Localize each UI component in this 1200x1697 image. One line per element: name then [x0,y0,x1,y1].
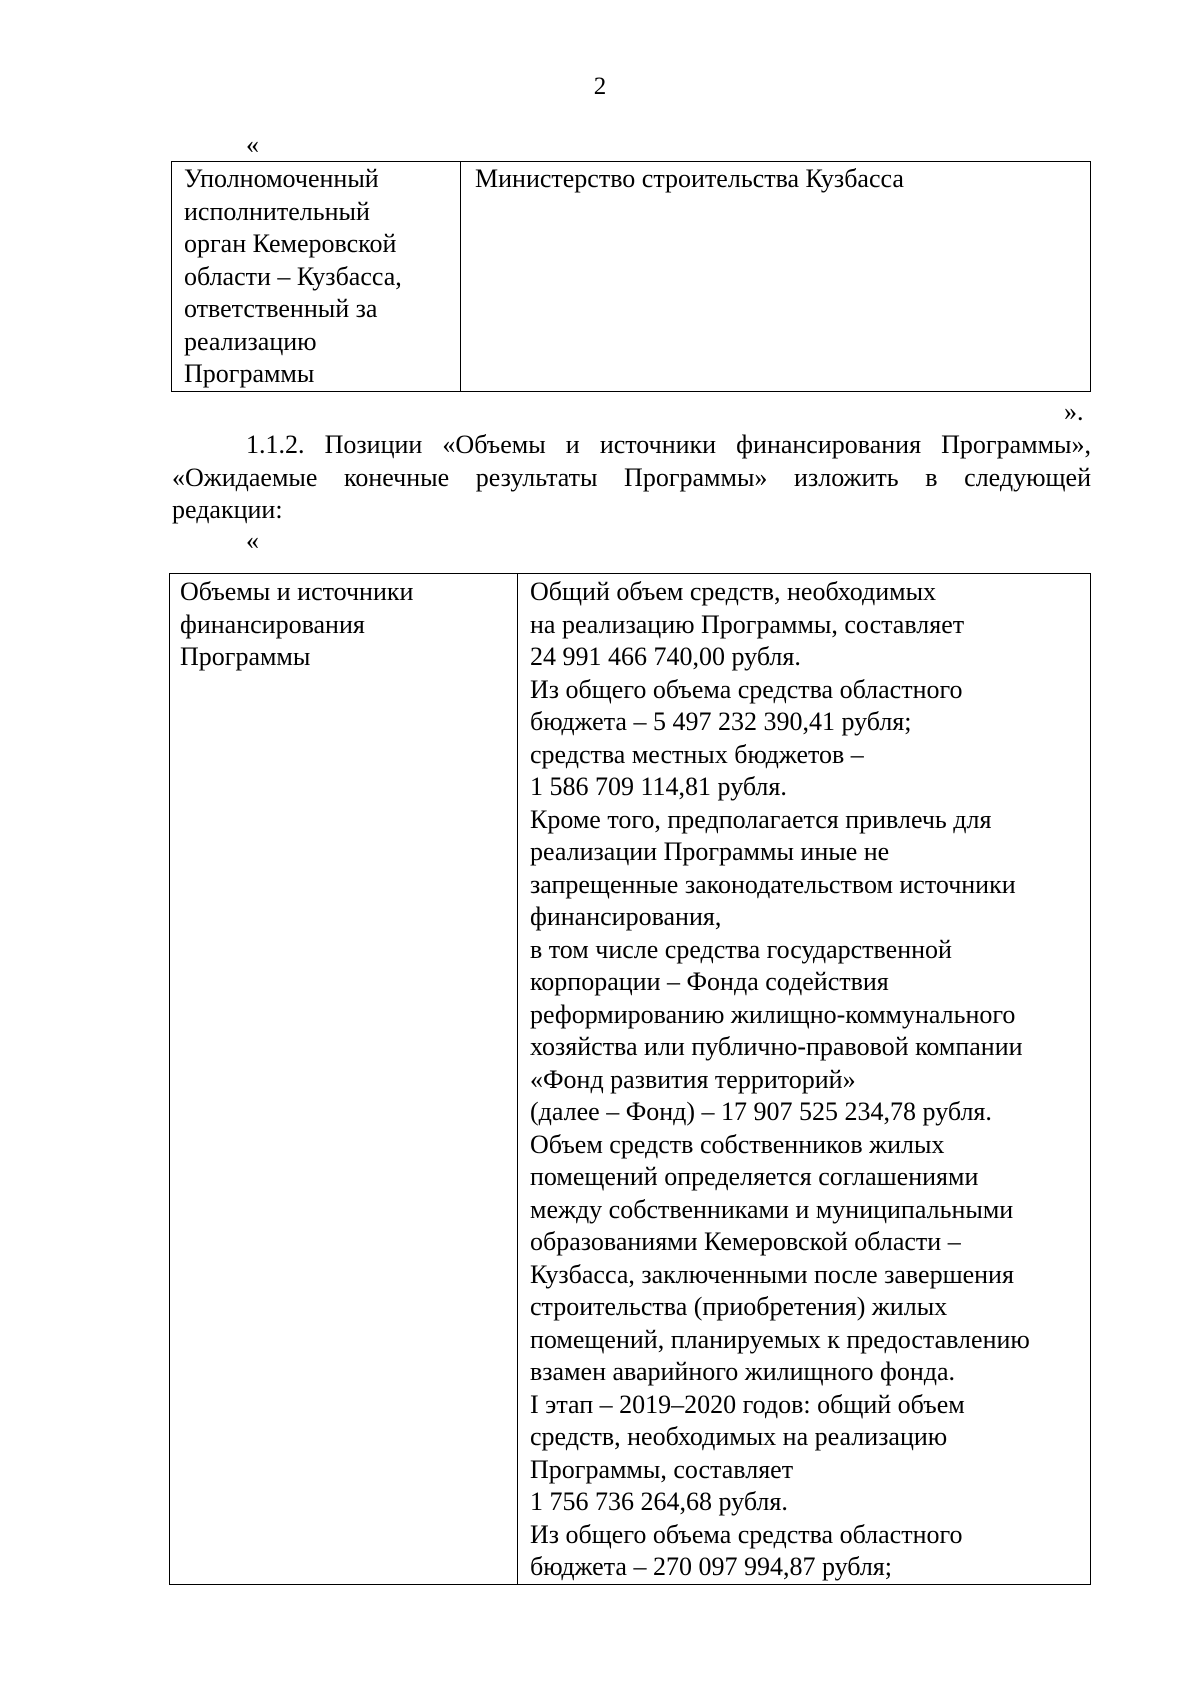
table-row [172,162,1091,392]
value-line: бюджета – 270 097 994,87 рубля; [530,1552,892,1581]
value-line: бюджета – 5 497 232 390,41 рубля; [530,707,912,736]
value-line: запрещенные законодательством источники [530,869,1016,899]
paragraph-line: «Ожидаемые конечные результаты Программы» изложить в следующей [172,462,1091,492]
label-line: исполнительный [184,196,370,226]
label-line: области – Кузбасса, [184,261,402,291]
label-line: Объемы и источники [180,577,414,606]
page-number: 2 [593,73,607,100]
label-line: Программы [180,642,311,671]
value-line: строительства (приобретения) жилых [530,1292,948,1321]
responsible-body-value-cell [461,162,1091,392]
value-line: Кроме того, предполагается привлечь для [530,804,992,834]
value-line: между собственниками и муниципальными [530,1194,1014,1224]
responsible-body-label-cell [172,162,461,392]
value-line: взамен аварийного жилищного фонда. [530,1357,956,1386]
opening-quote: « [246,526,259,555]
label-line: реализацию [184,326,317,356]
paragraph-line: редакции: [172,495,283,524]
paragraph-line: 1.1.2. Позиции «Объемы и источники финансирования Программы», [246,430,1091,459]
closing-quote: ». [1064,397,1084,426]
value-line: образованиями Кемеровской области – [530,1227,961,1256]
value-line: средств, необходимых на реализацию [530,1422,948,1451]
value-line: хозяйства или публично-правовой компании [530,1032,1023,1061]
value-line: средства местных бюджетов – [530,739,864,769]
financing-value-cell [518,574,1091,1585]
value-line: Общий объем средств, необходимых [530,577,937,606]
value-line: реализации Программы иные не [530,837,890,866]
label-line: Уполномоченный [184,164,379,193]
value-line: «Фонд развития территорий» [530,1064,856,1094]
table-row [170,574,1091,1585]
label-line: финансирования [180,609,365,639]
value-line: помещений определяется соглашениями [530,1162,979,1191]
value-line: Из общего объема средства областного [530,674,963,704]
value-line: 24 991 466 740,00 рубля. [530,642,801,671]
value-line: Объем средств собственников жилых [530,1129,945,1159]
label-line: орган Кемеровской [184,229,397,258]
value-line: помещений, планируемых к предоставлению [530,1324,1030,1354]
value-line: корпорации – Фонда содействия [530,967,889,996]
label-line: Программы [184,359,315,388]
financing-table [169,573,1091,1585]
value-line: Программы, составляет [530,1454,794,1484]
value-line: 1 756 736 264,68 рубля. [530,1487,788,1516]
financing-label-cell [170,574,518,1585]
responsible-body-value: Министерство строительства Кузбасса [475,164,904,193]
value-line: (далее – Фонд) – 17 907 525 234,78 рубля. [530,1097,992,1126]
value-line: финансирования, [530,902,722,931]
opening-quote: « [246,130,259,159]
label-line: ответственный за [184,294,378,323]
value-line: Из общего объема средства областного [530,1519,963,1549]
value-line: на реализацию Программы, составляет [530,609,965,639]
responsible-body-table [171,161,1091,392]
value-line: I этап – 2019–2020 годов: общий объем [530,1389,965,1419]
value-line: в том числе средства государственной [530,934,952,964]
amendment-paragraph [172,429,1091,527]
value-line: реформированию жилищно-коммунального [530,999,1016,1029]
value-line: 1 586 709 114,81 рубля. [530,772,787,801]
value-line: Кузбасса, заключенными после завершения [530,1259,1014,1289]
